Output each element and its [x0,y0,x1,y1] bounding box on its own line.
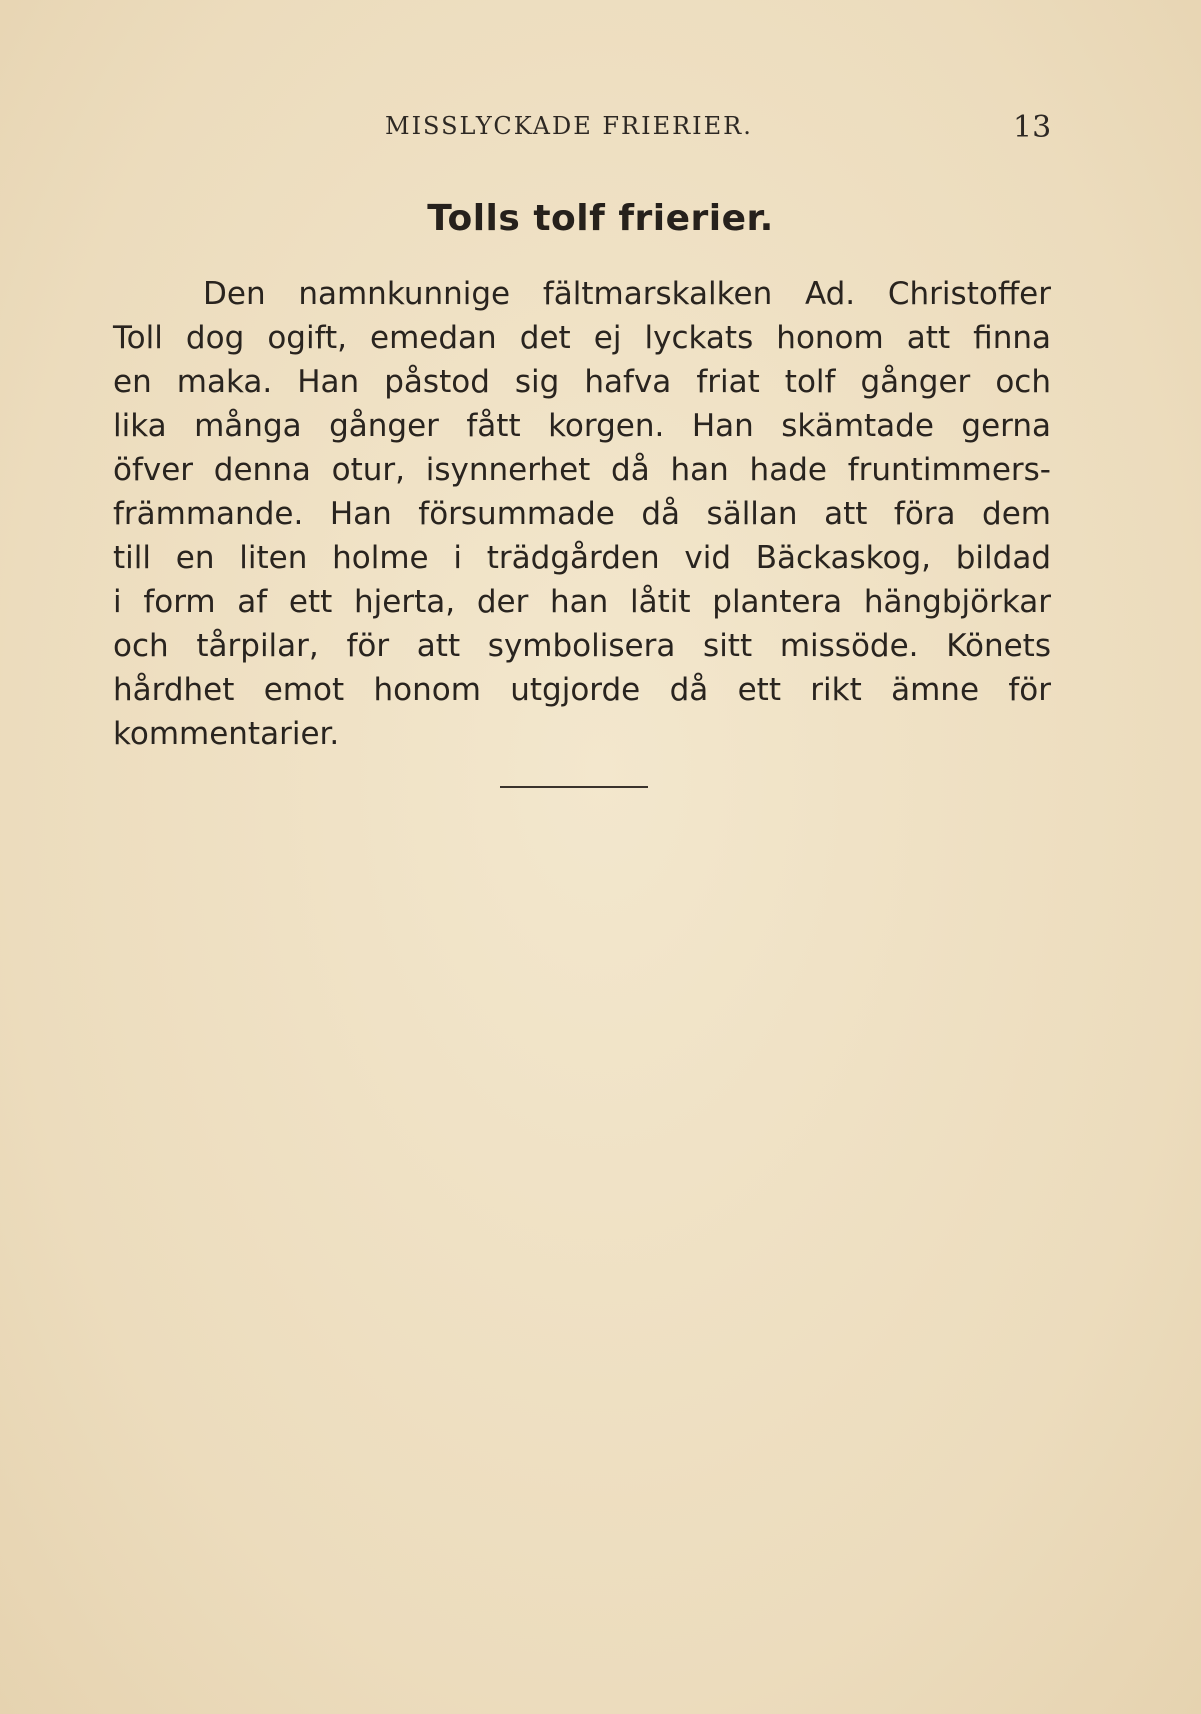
text-line: och tårpilar, för att symbolisera sitt missöde. Könets [113,628,1051,664]
text-line: till en liten holme i trädgården vid Bäckaskog, bildad [113,540,1051,576]
article-body [113,272,1051,756]
running-head: MISSLYCKADE FRIERIER. [385,112,753,140]
text-line: främmande. Han försummade då sällan att föra dem [113,496,1051,532]
text-line: hårdhet emot honom utgjorde då ett rikt ämne för [113,672,1051,708]
page-number: 13 [1013,110,1052,145]
text-line: öfver denna otur, isynnerhet då han hade fruntimmers- [113,452,1051,488]
article-title: Tolls tolf frierier. [427,198,774,239]
text-line: i form af ett hjerta, der han låtit plantera hängbjörkar [113,584,1051,620]
text-line: Den namnkunnige fältmarskalken Ad. Christoffer [203,276,1051,312]
text-line: lika många gånger fått korgen. Han skämtade gerna [113,408,1051,444]
text-line: Toll dog ogift, emedan det ej lyckats honom att finna [113,320,1051,356]
text-line: en maka. Han påstod sig hafva friat tolf gånger och [113,364,1051,400]
text-line: kommentarier. [113,716,340,752]
section-divider [500,786,648,788]
